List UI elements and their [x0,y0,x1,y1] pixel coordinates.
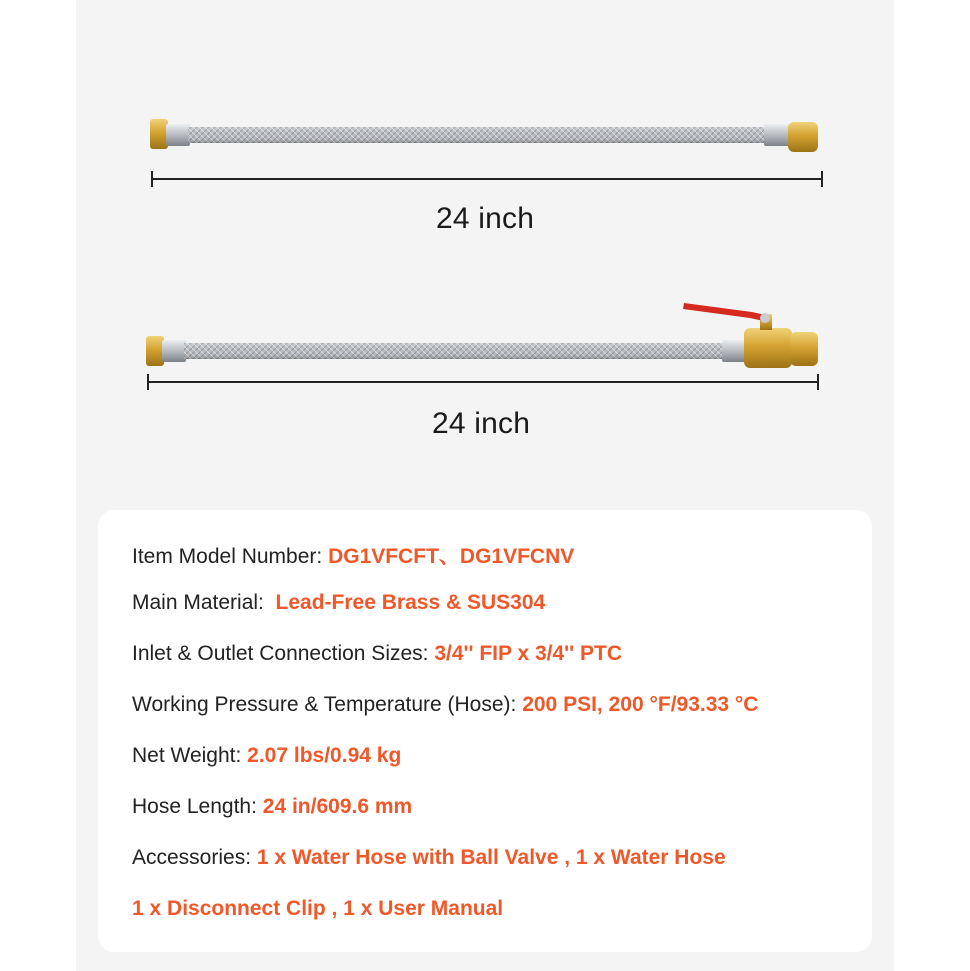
spec-label: Item Model Number: [132,545,329,568]
spec-row-material [132,591,545,615]
steel-ferrule-right [722,340,746,362]
hose-top [150,119,818,152]
spec-label: Net Weight: [132,744,248,767]
dimension-line-bottom [148,374,818,390]
spec-label: Accessories: [132,846,257,869]
valve-handle [683,303,770,322]
push-fit-connector [790,332,818,366]
brass-nut-left [150,119,168,149]
spec-row-pressure [132,693,758,717]
steel-ferrule-left [166,124,190,146]
steel-ferrule-right [764,124,790,146]
spec-value: 2.07 lbs/0.94 kg [247,744,402,767]
spec-card [98,510,872,952]
steel-ferrule-left [162,340,186,362]
push-fit-connector [788,122,818,152]
brass-nut-left [146,336,164,366]
length-label-bottom: 24 inch [432,407,531,440]
spec-row-connection [132,642,622,666]
spec-label: Inlet & Outlet Connection Sizes: [132,642,435,665]
spec-value: 1 x Disconnect Clip , 1 x User Manual [132,897,504,920]
spec-value: 3/4'' FIP x 3/4'' PTC [434,642,622,665]
spec-row-model [132,540,574,570]
spec-row-weight [132,744,401,768]
dimension-line-top [152,171,822,187]
spec-value: DG1VFCFT、DG1VFCNV [328,545,575,568]
spec-value: 24 in/609.6 mm [262,795,413,818]
spec-label: Working Pressure & Temperature (Hose): [132,693,523,716]
spec-value: 1 x Water Hose with Ball Valve , 1 x Water Hose [256,846,726,869]
spec-label: Main Material: [132,591,276,614]
spec-row-accessories [132,846,726,870]
length-label-top: 24 inch [436,202,535,235]
spec-value: 200 PSI, 200 °F/93.33 °C [522,693,759,716]
spec-row-accessories-cont [132,897,503,921]
hose-bottom [146,303,818,368]
ball-valve-body [744,328,792,368]
spec-label: Hose Length: [132,795,263,818]
spec-row-length [132,795,412,819]
spec-value: Lead-Free Brass & SUS304 [275,591,546,614]
